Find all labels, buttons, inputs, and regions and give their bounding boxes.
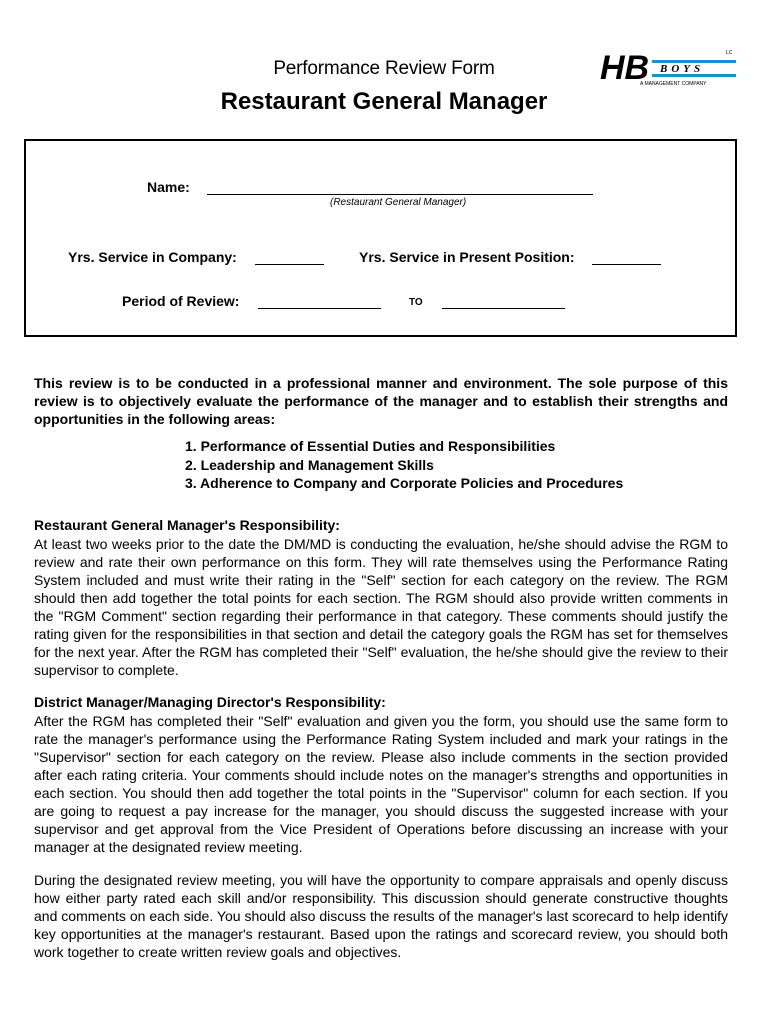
period-label: Period of Review: <box>122 293 240 309</box>
logo-small: LC <box>726 50 733 56</box>
rgm-heading: Restaurant General Manager's Responsibility: <box>34 517 340 533</box>
rgm-paragraph: At least two weeks prior to the date the DM/MD is conducting the evaluation, he/she should advise the RGM to review and rate their own performance on this form. They will rate themselves using the Performance Rating System included and must write their rating in the "Self" section for each category on the review. The RGM should then add together the total points for each section. The RGM should also provide written comments in the "RGM Comment" section regarding their performance in that category. These comments should justify the rating given for the responsibilities in that section and detail the category goals the RGM has set for themselves for the next year. After the RGM has completed their "Self" evaluation, the he/she should give the review to their supervisor to complete. <box>34 536 728 678</box>
period-start-field[interactable] <box>258 294 381 309</box>
logo-word: BOYS <box>660 63 705 75</box>
period-to-label: TO <box>409 297 423 308</box>
name-label: Name: <box>147 179 190 195</box>
dm-heading: District Manager/Managing Director's Responsibility: <box>34 694 386 710</box>
page-title: Restaurant General Manager <box>220 88 548 115</box>
dm-paragraph: After the RGM has completed their "Self" evaluation and given you the form, you should use the same form to rate the manager's performance using the Performance Rating System included and mark your ratings in the "Supervisor" section for each category on the review. Please also include comments in the section provided after each rating criteria. Your comments should include notes on the manager's strengths and opportunities in each section. You should then add together the total points in the "Supervisor" column for each section. If you are going to request a pay increase for the manager, you should discuss the suggested increase with your supervisor and get approval from the Vice President of Operations before discussing an increase with your manager at the designated review meeting. <box>34 713 728 855</box>
intro-paragraph: This review is to be conducted in a professional manner and environment. The sole purpose of this review is to objectively evaluate the performance of the manager and to establish their strengths and opportunities in the following areas: <box>34 375 728 427</box>
review-areas-list <box>185 437 623 493</box>
years-company-label: Yrs. Service in Company: <box>68 249 237 265</box>
list-item: 1. Performance of Essential Duties and Responsibilities <box>185 438 556 454</box>
period-end-field[interactable] <box>442 294 565 309</box>
form-title: Performance Review Form <box>273 58 495 79</box>
years-position-field[interactable] <box>592 250 661 265</box>
meeting-paragraph: During the designated review meeting, you will have the opportunity to compare appraisals and openly discuss how either party rated each skill and/or responsibility. This discussion should generate constructive thoughts and comments on each side. You should also discuss the results of the manager's last scorecard to help identify key opportunities at the manager's restaurant. Based upon the ratings and scorecard review, you should both work together to create written review goals and objectives. <box>34 872 728 960</box>
years-company-field[interactable] <box>255 250 324 265</box>
name-caption: (Restaurant General Manager) <box>330 197 467 208</box>
company-logo <box>598 46 738 90</box>
list-item: 2. Leadership and Management Skills <box>185 456 434 473</box>
logo-mark: HB <box>600 49 650 87</box>
name-field[interactable] <box>207 180 593 195</box>
list-item: 3. Adherence to Company and Corporate Policies and Procedures <box>185 475 624 491</box>
years-position-label: Yrs. Service in Present Position: <box>359 249 575 265</box>
logo-tagline: A MANAGEMENT COMPANY <box>640 81 707 87</box>
